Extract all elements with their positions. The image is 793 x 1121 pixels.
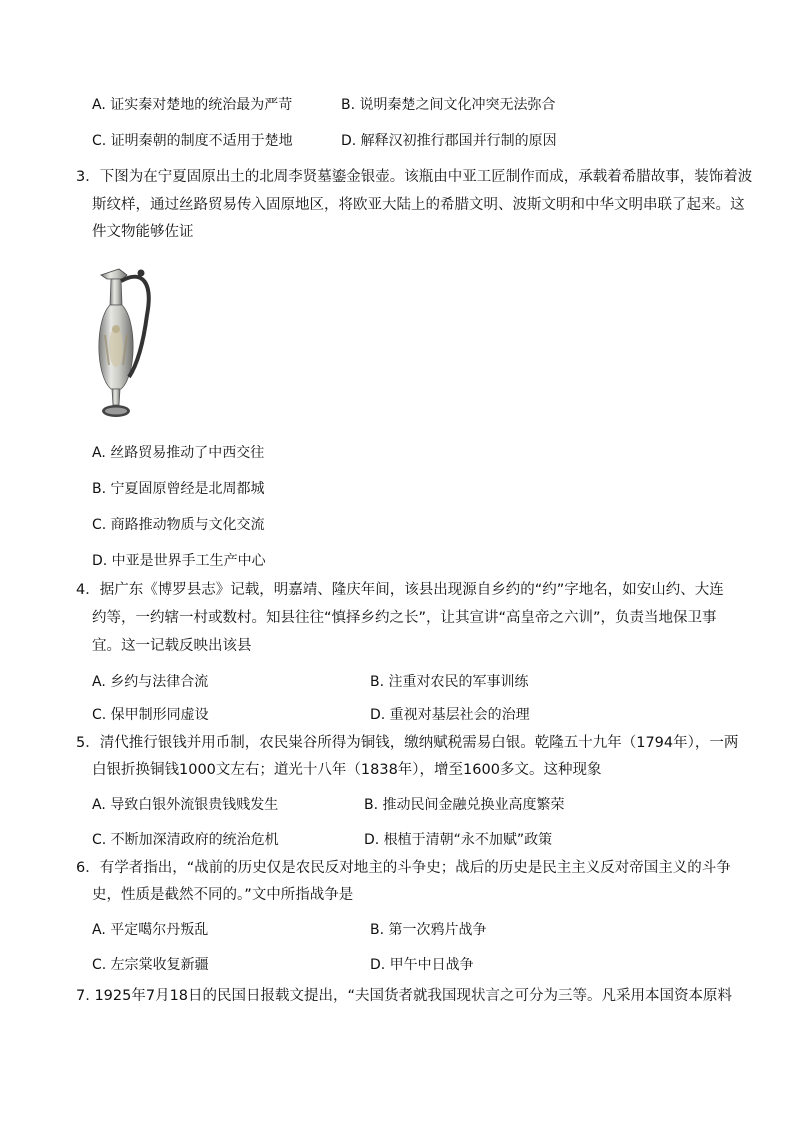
- q4-option-b: B. 注重对农民的军事训练: [370, 674, 529, 690]
- q4-option-d: D. 重视对基层社会的治理: [370, 707, 530, 723]
- q3-stem-line-3: 件文物能够佐证: [92, 224, 194, 240]
- q2-option-d: D. 解释汉初推行郡国并行制的原因: [341, 133, 557, 149]
- q5-stem-line-1: 5．清代推行银钱并用币制，农民粜谷所得为铜钱，缴纳赋税需易白银。乾隆五十九年（1794年），一两: [76, 735, 739, 751]
- q3-stem-line-1: 3．下图为在宁夏固原出土的北周李贤墓鎏金银壶。该瓶由中亚工匠制作而成，承载着希腊故事，装饰着波: [76, 169, 753, 185]
- q2-option-b: B. 说明秦楚之间文化冲突无法弥合: [341, 97, 556, 113]
- q5-option-b: B. 推动民间金融兑换业高度繁荣: [364, 797, 565, 813]
- q6-stem-line-1: 6．有学者指出，“战前的历史仅是农民反对地主的斗争史；战后的历史是民主主义反对帝国主义的斗争: [76, 860, 731, 876]
- q7-stem-line-1: 7. 1925年7月18日的民国日报载文提出，“夫国货者就我国现状言之可分为三等。凡采用本国资本原料: [76, 988, 733, 1004]
- q4-option-c: C. 保甲制形同虚设: [92, 707, 209, 723]
- q6-option-b: B. 第一次鸦片战争: [370, 922, 487, 938]
- q5-option-a: A. 导致白银外流银贵钱贱发生: [92, 797, 279, 813]
- q5-option-d: D. 根植于清朝“永不加赋”政策: [364, 832, 553, 848]
- q4-stem-line-2: 约等，一约辖一村或数村。知县往往“慎择乡约之长”，让其宣讲“高皇帝之六训”，负责当地保卫事: [92, 610, 717, 626]
- q5-option-c: C. 不断加深清政府的统治危机: [92, 832, 279, 848]
- q2-option-a: A. 证实秦对楚地的统治最为严苛: [92, 97, 293, 113]
- q3-option-d: D. 中亚是世界手工生产中心: [92, 553, 266, 569]
- q2-option-c: C. 证明秦朝的制度不适用于楚地: [92, 133, 293, 149]
- q3-stem-line-2: 斯纹样，通过丝路贸易传入固原地区，将欧亚大陆上的希腊文明、波斯文明和中华文明串联了起来。这: [92, 197, 745, 213]
- q3-option-c: C. 商路推动物质与文化交流: [92, 517, 265, 533]
- q6-option-a: A. 平定噶尔丹叛乱: [92, 922, 209, 938]
- gilded-silver-ewer-image: [97, 265, 157, 425]
- q4-stem-line-1: 4．据广东《博罗县志》记载，明嘉靖、隆庆年间，该县出现源自乡约的“约”字地名，如安山约、大连: [76, 582, 724, 598]
- q3-option-b: B. 宁夏固原曾经是北周都城: [92, 481, 265, 497]
- q4-stem-line-3: 宜。这一记载反映出该县: [92, 638, 252, 654]
- q4-option-a: A. 乡约与法律合流: [92, 674, 209, 690]
- q5-stem-line-2: 白银折换铜钱1000文左右；道光十八年（1838年），增至1600多文。这种现象: [92, 762, 602, 778]
- q6-option-c: C. 左宗棠收复新疆: [92, 957, 209, 973]
- q6-stem-line-2: 史，性质是截然不同的。”文中所指战争是: [92, 887, 354, 903]
- q3-option-a: A. 丝路贸易推动了中西交往: [92, 445, 265, 461]
- q6-option-d: D. 甲午中日战争: [370, 957, 474, 973]
